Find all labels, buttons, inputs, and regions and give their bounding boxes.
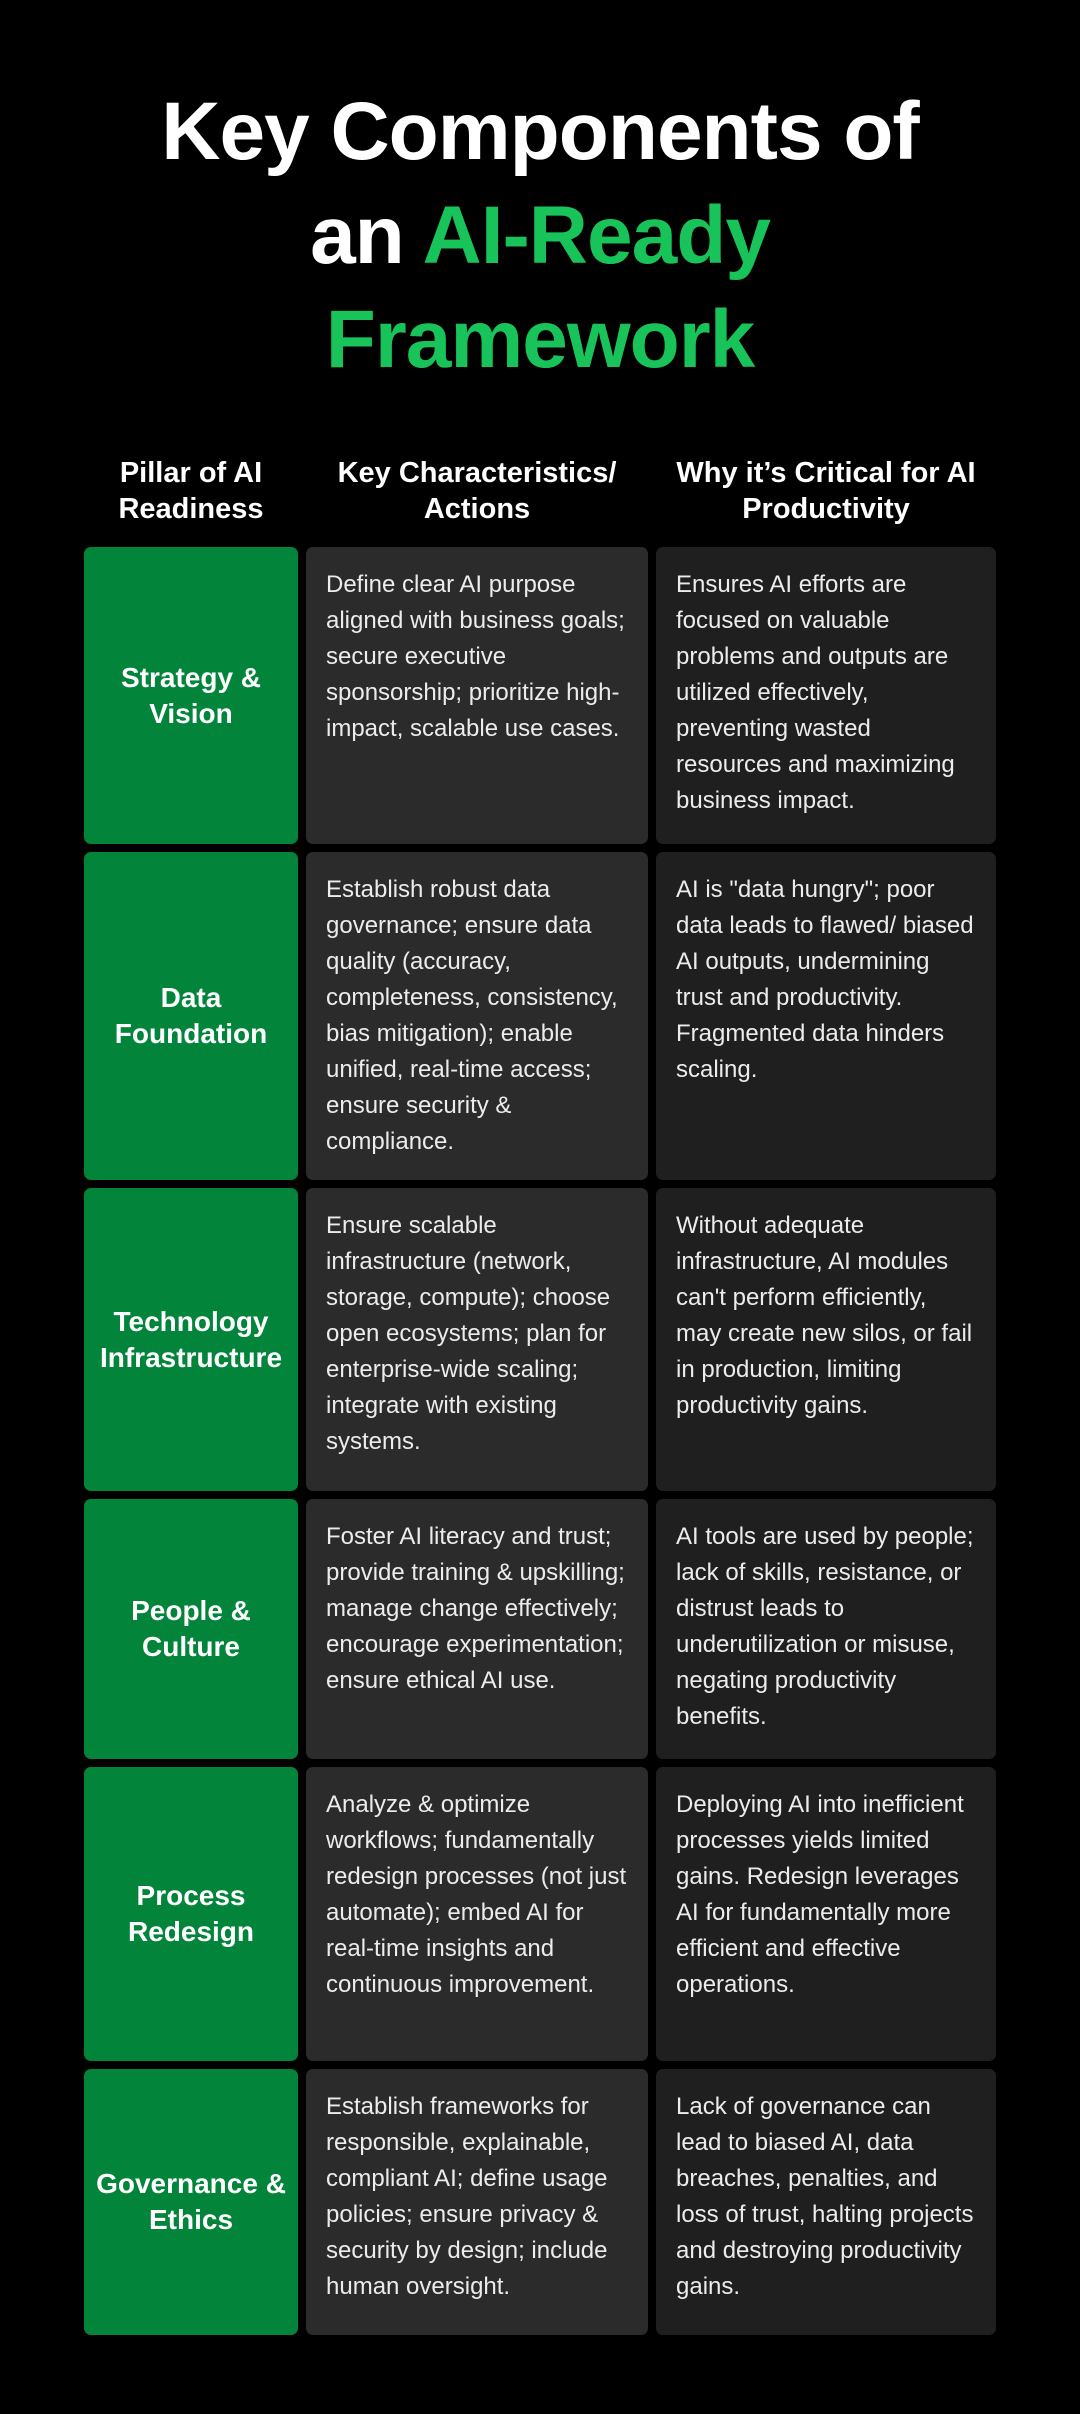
table-row bbox=[84, 1767, 996, 2061]
table-row bbox=[84, 1499, 996, 1759]
pillar-cell: Technology Infrastructure bbox=[84, 1188, 298, 1491]
actions-cell: Foster AI literacy and trust; provide training & upskilling; manage change effectively; encourage experimentation; ensure ethical AI use. bbox=[306, 1499, 648, 1759]
table-body bbox=[84, 547, 996, 2343]
title-accent-ai-ready: AI-Ready bbox=[422, 190, 770, 281]
table-row bbox=[84, 1188, 996, 1491]
actions-cell: Establish frameworks for responsible, explainable, compliant AI; define usage policies; ensure privacy & security by design; include human oversight. bbox=[306, 2069, 648, 2335]
why-cell: Deploying AI into inefficient processes yields limited gains. Redesign leverages AI for fundamentally more efficient and effective operations. bbox=[656, 1767, 996, 2061]
why-cell: AI tools are used by people; lack of skills, resistance, or distrust leads to underutilization or misuse, negating productivity benefits. bbox=[656, 1499, 996, 1759]
table-row bbox=[84, 547, 996, 844]
pillar-cell: Governance & Ethics bbox=[84, 2069, 298, 2335]
table-header bbox=[84, 455, 996, 535]
column-header-actions: Key Characteristics/ Actions bbox=[337, 457, 617, 525]
why-cell: Lack of governance can lead to biased AI, data breaches, penalties, and loss of trust, halting projects and destroying productivity gains. bbox=[656, 2069, 996, 2335]
why-cell: AI is "data hungry"; poor data leads to flawed/ biased AI outputs, undermining trust and productivity. Fragmented data hinders scaling. bbox=[656, 852, 996, 1180]
actions-cell: Analyze & optimize workflows; fundamentally redesign processes (not just automate); embed AI for real-time insights and continuous improvement. bbox=[306, 1767, 648, 2061]
actions-cell: Establish robust data governance; ensure data quality (accuracy, completeness, consistency, bias mitigation); enable unified, real-time access; ensure security & compliance. bbox=[306, 852, 648, 1180]
actions-cell: Ensure scalable infrastructure (network, storage, compute); choose open ecosystems; plan for enterprise-wide scaling; integrate with existing systems. bbox=[306, 1188, 648, 1491]
column-header-why: Why it’s Critical for AI Productivity bbox=[676, 457, 976, 525]
pillar-cell: People & Culture bbox=[84, 1499, 298, 1759]
column-header-pillar: Pillar of AI Readiness bbox=[118, 457, 264, 525]
why-cell: Ensures AI efforts are focused on valuable problems and outputs are utilized effectively, preventing wasted resources and maximizing business impact. bbox=[656, 547, 996, 844]
title-line-1: Key Components of bbox=[161, 86, 919, 177]
title-accent-framework: Framework bbox=[325, 294, 755, 385]
why-cell: Without adequate infrastructure, AI modules can't perform efficiently, may create new silos, or fail in production, limiting productivity gains. bbox=[656, 1188, 996, 1491]
table-row bbox=[84, 2069, 996, 2335]
pillar-cell: Data Foundation bbox=[84, 852, 298, 1180]
table-row bbox=[84, 852, 996, 1180]
title-line-2 bbox=[0, 184, 1080, 288]
page-title bbox=[0, 80, 1080, 392]
pillar-cell: Process Redesign bbox=[84, 1767, 298, 2061]
pillar-cell: Strategy & Vision bbox=[84, 547, 298, 844]
actions-cell: Define clear AI purpose aligned with business goals; secure executive sponsorship; prioritize high-impact, scalable use cases. bbox=[306, 547, 648, 844]
title-line-2-prefix: an bbox=[310, 190, 423, 281]
